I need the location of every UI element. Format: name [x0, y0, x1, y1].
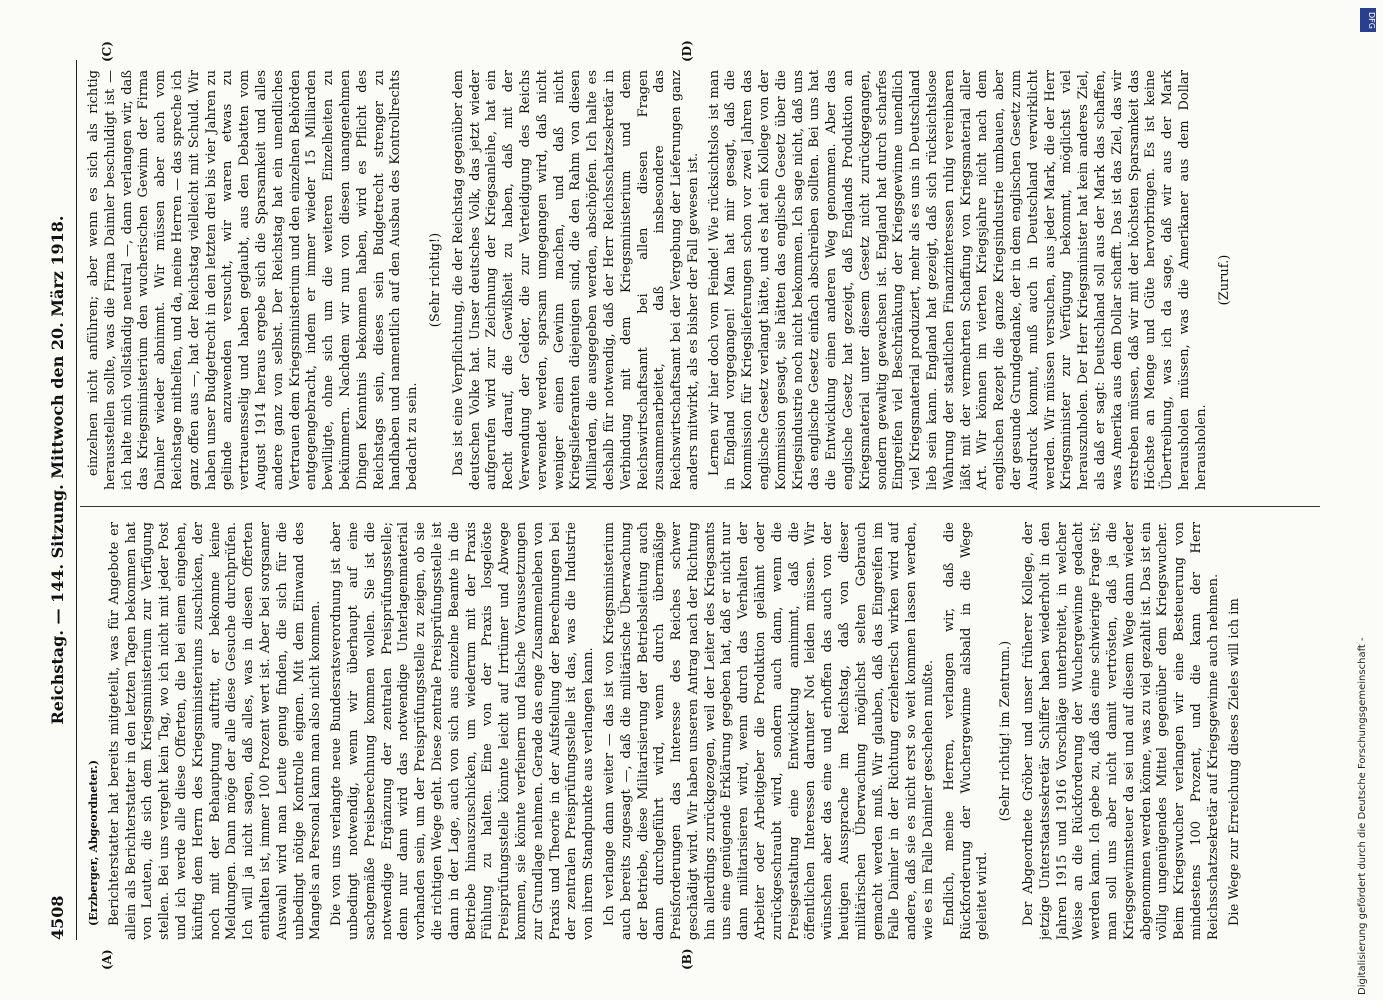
running-header — [40, 60, 74, 940]
paragraph: Lernen wir hier doch vom Feinde! Wie rücksichtslos ist man in England vorgegangen! Man hat mir gesagt, daß die Kommission für Kriegslieferungen schon vor zwei Jahren das englische Gesetz verlangt hätte, und es hat ein Kollege von der Kommission gesagt, sie hätten das englische Gesetz über die Kriegsindustrie noch nicht bekommen. Ich sage nicht, daß uns das englische Gesetz einfach abschreiben sollten. Bei uns hat die Entwicklung einen anderen Weg genommen. Aber das englische Gesetz hat gezeigt, daß Englands Produktion an Kriegsmaterial unter diesem Gesetz nicht zurückgegangen, sondern gewaltig gewachsen ist. England hat durch scharfes Eingreifen viel Beschränkung der Kriegsgewinne unendlich viel Kriegsmaterial produziert, mehr als es uns in Deutschland lieb sein kann. England hat gezeigt, daß sich rücksichtslose Wahrung der staatlichen Finanzinteressen ruhig vereinbaren läßt mit der vermehrten Schaffung von Kriegsmaterial aller Art. Wir können im vierten Kriegsjahre nicht nach dem englischen Rezept die ganze Kriegsindustrie umbauen, aber der gesunde Grundgedanke, der in dem englischen Gesetz zum Ausdruck kommt, muß auch in Deutschland verwirklicht werden. Wir müssen versuchen, aus jeder Mark, die der Herr Kriegsminister zur Verfügung bekommt, möglichst viel herauszuholen. Der Herr Kriegsminister hat kein anderes Ziel, als daß er sagt: Deutschland soll aus der Mark das schaffen, was Amerika aus dem Dollar schafft. Das ist das Ziel, das wir erstreben müssen, daß wir mit der höchsten Sparsamkeit das Höchste an Menge und Güte hervorbringen. Es ist keine Übertreibung, was ich da sage, daß wir aus der Mark herausholen müssen, was die Amerikaner aus dem Dollar herausholen. — [706, 70, 1209, 490]
dfg-logo: DFG — [1360, 8, 1376, 32]
speaker-label: (Erzberger, Abgeordneter.) — [87, 759, 100, 926]
margin-marker-c: (C) — [100, 41, 114, 62]
paragraph: Das ist eine Verpflichtung, die der Reichstag gegenüber dem deutschen Volke hat. Unser deutsches Volk, das jetzt wieder aufgerufen wird zur Zeichnung der Kriegsanleihe, hat ein Recht darauf, die Gewißheit zu haben, daß mit der Verwendung der Gelder, die zur Verteidigung des Reichs verwendet werden, sparsam umgegangen wird, daß nicht weniger einen Gewinn machen, und daß nicht Kriegslieferanten diejenigen sind, die den Rahm von diesen Milliarden, die ausgegeben werden, abschöpfen. Ich halte es deshalb für notwendig, daß der Herr Reichsschatzsekretär in Verbindung mit dem Kriegsministerium und dem Reichswirtschaftsamt bei allen diesen Fragen zusammenarbeitet, daß insbesondere das Reichswirtschaftsamt bei der Vergebung der Lieferungen ganz anders mitwirkt, als es bisher der Fall gewesen ist. — [450, 70, 701, 490]
paragraph: Die Wege zur Erreichung dieses Zieles will ich im — [1226, 598, 1242, 926]
header-rule — [76, 60, 77, 940]
paragraph: einzelnen nicht anführen; aber wenn es sich als richtig herausstellen sollte, was die Firma Daimler beschuldigt ist — ich halte mich vollständig neutral —, dann verlangen wir, daß das Kriegsministerium den wucherischen Gewinn der Firma Daimler wieder abnimmt. Wir müssen aber auch vom Reichstage mithelfen, und da, meine Herren — das spreche ich ganz offen aus —, hat der Reichstag vielleicht mit Schuld. Wir haben unser Budgetrecht in den letzten drei bis vier Jahren zu gelinde anzuwenden versucht, wir waren etwas zu vertrauensselig und haben geglaubt, aus den Debatten vom August 1914 heraus ergebe sich die Sparsamkeit und alles andere ganz von selbst. Der Reichstag hat ein unendliches Vertrauen dem Kriegsministerium und den einzelnen Behörden entgegengebracht, indem er immer wieder 15 Milliarden bewilligte, ohne sich um die weiteren Einzelheiten zu bekümmern. Nachdem wir nun von diesen unangenehmen Dingen Kenntnis bekommen haben, wird es Pflicht des Reichstags sein, dieses sein Budgetrecht strenger zu handhaben und namentlich auf den Ausbau des Kontrollrechts bedacht zu sein. — [86, 70, 421, 490]
left-column — [86, 522, 1316, 940]
paragraph: Ich verlange dann weiter — das ist von Kriegsministerium auch bereits zugesagt —, daß die militärische Überwachung der Betriebe, diese Militarisierung der Betriebsleitung auch dann durchgeführt wird, wenn durch übermäßige Preisforderungen das Interesse des Reiches schwer geschädigt wird. Wir haben unseren Antrag nach der Richtung hin allerdings zurückgezogen, weil der Leiter des Kriegsamts uns eine genügende Erklärung gegeben hat, daß er nicht nur dann militarisieren wird, wenn durch das Verhalten der Arbeiter oder Arbeitgeber die Produktion gelähmt oder zurückgeschraubt wird, sondern auch dann, wenn die Preisgestaltung eine Entwicklung annimmt, daß die öffentlichen Interessen darunter Not leiden müssen. Wir wünschen aber das eine und erhoffen das auch von der heutigen Aussprache im Reichstag, daß von dieser militärischen Überwachung möglichst selten Gebrauch gemacht werden muß. Wir glauben, daß das Eingreifen im Falle Daimler in der Richtung erzieherisch wirken wird auf andere, daß sie es nicht erst so weit kommen lassen werden, wie es im Falle Daimler geschehen mußte. — [601, 522, 937, 940]
paragraph: Endlich, meine Herren, verlangen wir, daß die Rückforderung der Wuchergewinne alsbald in die Wege geleitet wird. — [941, 522, 991, 940]
margin-marker-b: (B) — [680, 948, 694, 970]
interjection: (Sehr richtig! im Zentrum.) — [998, 640, 1014, 822]
digitization-text: Digitalisierung gefördert durch die Deutsche Forschungsgemeinschaft - — [1357, 637, 1368, 995]
paragraph: Die von uns verlangte neue Bundesratsverordnung ist aber unbedingt notwendig, wenn wir überhaupt auf eine sachgemäße Preisberechnung kommen wollen. Sie ist die notwendige Ergänzung der zentralen Preisprüfungsstelle; denn nur dann wird das notwendige Unterlagenmaterial vorhanden sein, um der Preisprüfungsstelle zu zeigen, ob sie die richtigen Wege geht. Diese zentrale Preisprüfungsstelle ist dann in der Lage, auch von sich aus einzelne Beamte in die Betriebe hinauszuschicken, um wiederum mit der Praxis Fühlung zu halten. Eine von der Praxis losgelöste Preisprüfungsstelle könnte leicht auf Irrtümer und Abwege kommen, sie könnte verfeinern und falsche Voraussetzungen zur Grundlage nehmen. Gerade das enge Zusammenleben von Praxis und Theorie in der Aufstellung der Berechnungen bei der zentralen Preisprüfungsstelle ist das, was die Industrie von ihrem Standpunkte aus verlangen kann. — [329, 522, 597, 940]
column-divider — [80, 506, 1320, 507]
rotated-page — [40, 40, 1340, 970]
paragraph: Berichterstatter hat bereits mitgeteilt, was für Angebote er allein als Berichterstatter in den letzten Tagen bekommen hat von Leuten, die sich dem Kriegsministerium zur Verfügung stellen. Bei uns vergeht kein Tag, wo ich nicht mit jeder Post und ich werde alle diese Offerten, die bei einem eingehen, künftig dem Herrn des Kriegsministeriums zuschicken, der noch mit der Behauptung auftritt, er bekomme keine Meldungen. Dann möge der alle diese Gesuche durchprüfen. Ich will ja nicht sagen, daß alles, was in diesen Offerten enthalten ist, immer 100 Prozent wert ist. Aber bei sorgsamer Auswahl wird man Leute genug finden, die sich für die unbedingt nötige Kontrolle eignen. Mit dem Einwand des Mangels an Personal kann man also nicht kommen. — [106, 522, 324, 940]
margin-marker-a: (A) — [100, 949, 114, 970]
digitization-credit — [1350, 10, 1376, 995]
margin-marker-d: (D) — [680, 40, 694, 62]
page-number: 4508 — [47, 895, 67, 940]
header-title: Reichstag. — 144. Sitzung. Mittwoch den 20. März 1918. — [47, 215, 67, 725]
right-column — [86, 70, 1316, 490]
interjection: (Zuruf.) — [1216, 254, 1232, 306]
paragraph: Der Abgeordnete Gröber und unser früherer Kollege, der jetzige Unterstaatssekretär Schiffer haben wiederholt in den Jahren 1915 und 1916 Vorschläge unterbreitet, in welcher Weise an die Rückforderung der Wuchergewinne gedacht werden kann. Ich gebe zu, daß das eine schwierige Frage ist; man soll uns aber nicht damit vertrösten, daß ja die Kriegsgewinnsteuer da sei und auf diesem Wege dann wieder abgenommen werden könne, was zu viel gezahlt ist. Das ist ein völlig ungenügendes Mittel gegenüber dem Kriegswucher. Beim Kriegswucher verlangen wir eine Besteuerung von mindestens 100 Prozent, und die kann der Herr Reichsschatzsekretär auf Kriegsgewinne auch nehmen. — [1021, 522, 1221, 940]
interjection: (Sehr richtig!) — [427, 232, 443, 328]
